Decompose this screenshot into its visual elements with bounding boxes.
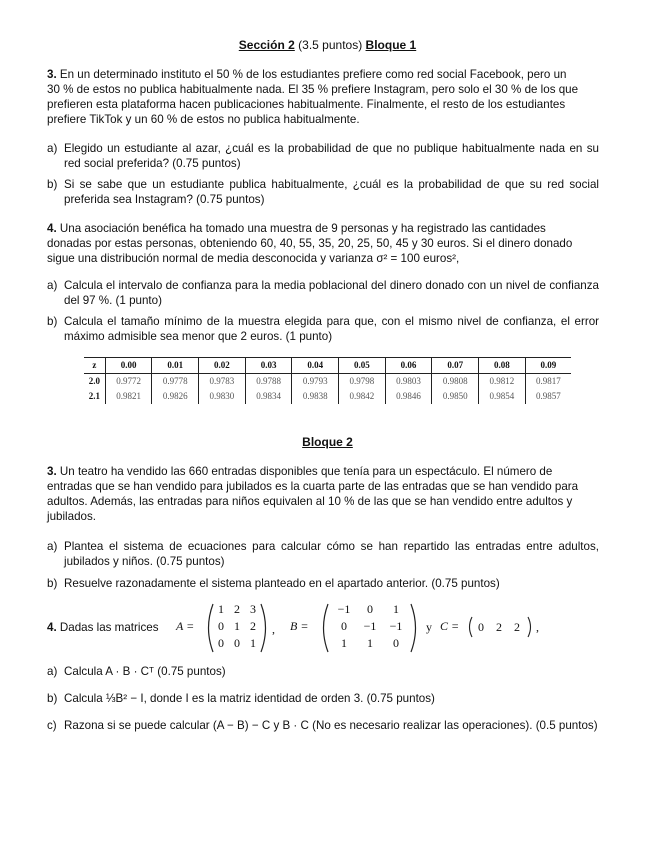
part-text: Calcula ⅓B² − I, donde I es la matriz identidad de orden 3. (0.75 puntos) (64, 692, 435, 705)
part-text: Plantea el sistema de ecuaciones para calcular cómo se han repartido las entradas entre adultos, jubilados y niños. (0.75 puntos) (64, 540, 599, 568)
table-cell: 0.9817 (525, 374, 571, 390)
right-paren-icon (258, 602, 272, 654)
matrix-a-name: A = (176, 619, 195, 633)
part-label: b) (47, 577, 58, 590)
table-cell: 2.0 (84, 374, 105, 390)
part-label: b) (47, 315, 58, 328)
matrix-cell: 1 (367, 636, 373, 650)
statement-line: Una asociación benéfica ha tomado una muestra de 9 personas y ha registrado las cantidades (59, 222, 546, 235)
table-header-cell: 0.09 (525, 358, 571, 374)
separator-comma: , (272, 622, 275, 636)
matrix-cell: 1 (393, 602, 399, 616)
block2-problem-3-part-a (47, 539, 599, 569)
part-label: c) (47, 719, 57, 732)
problem-number: 3. (47, 68, 57, 81)
problem-number: 4. (47, 621, 57, 634)
matrix-cell: −1 (389, 619, 403, 633)
table-cell: 0.9842 (339, 389, 386, 404)
table-header-cell: 0.02 (199, 358, 246, 374)
right-paren-icon (408, 602, 422, 654)
matrix-cell: 2 (496, 620, 502, 634)
statement-line: En un determinado instituto el 50 % de los estudiantes prefiere como red social Facebook, pero un (59, 68, 567, 81)
matrix-cell: 1 (218, 602, 224, 616)
block-title: Bloque 1 (365, 38, 417, 52)
problem-3-statement (47, 67, 599, 127)
part-text: Calcula el intervalo de confianza para la media poblacional del dinero donado con un nivel de confianza del 97 %. (1 punto) (64, 279, 599, 307)
table-cell: 0.9788 (245, 374, 292, 390)
table-cell: 0.9834 (245, 389, 292, 404)
problem-number: 4. (47, 222, 57, 235)
table-header-cell: 0.08 (479, 358, 526, 374)
part-text: Elegido un estudiante al azar, ¿cuál es la probabilidad de que no publique habitualmente nada en su red social preferida? (0.75 puntos) (64, 142, 599, 170)
block-2-heading (0, 435, 655, 450)
part-text: Si se sabe que un estudiante publica habitualmente, ¿cuál es la probabilidad de que su red social preferida sea Instagram? (0.75 puntos) (64, 178, 599, 206)
problem-4-statement (47, 221, 599, 266)
problem-number: 3. (47, 465, 57, 478)
matrix-c (472, 620, 528, 636)
table-cell: 0.9772 (105, 374, 152, 390)
matrix-cell: −1 (363, 619, 377, 633)
matrix-cell: 2 (234, 602, 240, 616)
matrix-cell: 2 (514, 620, 520, 634)
table-row (84, 389, 571, 404)
matrix-cell: 0 (341, 619, 347, 633)
block2-problem-3-part-b (47, 576, 599, 591)
table-cell: 0.9808 (432, 374, 479, 390)
part-label: b) (47, 178, 58, 191)
table-cell: 0.9798 (339, 374, 386, 390)
part-text: Calcula A · B · Cᵀ (0.75 puntos) (64, 665, 226, 678)
table-header-cell: 0.04 (292, 358, 339, 374)
table-row (84, 374, 571, 390)
table-cell: 0.9803 (385, 374, 432, 390)
statement-line: adultos. Además, las entradas para niños equivalen al 10 % de las que se han vendido entre adultos y (47, 495, 573, 508)
part-label: a) (47, 279, 58, 292)
table-cell: 0.9821 (105, 389, 152, 404)
table-header-cell: 0.07 (432, 358, 479, 374)
table-cell: 0.9830 (199, 389, 246, 404)
problem-3-part-b (47, 177, 599, 207)
table-header-cell: 0.06 (385, 358, 432, 374)
statement-line: sigue una distribución normal de media desconocida y varianza σ² = 100 euros², (47, 252, 460, 265)
matrix-a (210, 602, 262, 654)
matrix-cell: 0 (393, 636, 399, 650)
part-text: Resuelve razonadamente el sistema planteado en el apartado anterior. (0.75 puntos) (64, 577, 500, 590)
intro-text: Dadas las matrices (59, 621, 159, 634)
problem-3-part-a (47, 141, 599, 171)
statement-line: entradas que se han vendido para jubilados es la cuarta parte de las entradas que se han vendido para (47, 480, 579, 493)
part-label: a) (47, 665, 58, 678)
matrix-cell: 1 (234, 619, 240, 633)
part-label: a) (47, 540, 58, 553)
conjunction: y (426, 620, 432, 634)
block2-problem-4-part-a (47, 664, 599, 679)
table-cell: 0.9838 (292, 389, 339, 404)
part-text: Calcula el tamaño mínimo de la muestra elegida para que, con el mismo nivel de confianza, el error máximo admisible sea menor que 2 euros. (1 punto) (64, 315, 599, 343)
table-cell: 2.1 (84, 389, 105, 404)
block2-problem-3-statement (47, 464, 599, 524)
table-header-cell: 0.00 (105, 358, 152, 374)
statement-line: jubilados. (47, 510, 96, 523)
table-cell: 0.9812 (479, 374, 526, 390)
section-heading (0, 38, 655, 53)
matrix-b (327, 602, 411, 654)
table-cell: 0.9783 (199, 374, 246, 390)
table-cell: 0.9778 (152, 374, 199, 390)
part-label: b) (47, 692, 58, 705)
statement-line: donadas por estas personas, obteniendo 60, 40, 55, 35, 20, 25, 50, 45 y 30 euros. Si el dinero donado (47, 237, 573, 250)
matrix-b-name: B = (290, 619, 309, 633)
matrix-cell: 0 (218, 636, 224, 650)
matrix-cell: 3 (250, 602, 256, 616)
matrix-cell: 1 (341, 636, 347, 650)
section-points: (3.5 puntos) (298, 38, 363, 52)
matrix-cell: 1 (250, 636, 256, 650)
separator-comma: , (536, 620, 539, 634)
problem-4-intro (47, 620, 159, 635)
matrix-cell: 0 (234, 636, 240, 650)
block2-problem-4-part-c (47, 718, 599, 733)
section-title: Sección 2 (238, 38, 295, 52)
matrix-cell: −1 (337, 602, 351, 616)
table-cell: 0.9850 (432, 389, 479, 404)
matrix-cell: 2 (250, 619, 256, 633)
statement-line: 30 % de estos no publica habitualmente nada. El 35 % prefiere Instagram, pero solo el 30 % de los que (47, 83, 579, 96)
table-cell: 0.9826 (152, 389, 199, 404)
part-text: Razona si se puede calcular (A − B) − C y B · C (No es necesario realizar las operaciones). (0.5 puntos) (64, 719, 598, 732)
table-header-cell: 0.01 (152, 358, 199, 374)
problem-4-part-a (47, 278, 599, 308)
table-header-row (84, 358, 571, 374)
table-header-cell: 0.03 (245, 358, 292, 374)
block-title: Bloque 2 (302, 435, 353, 449)
table-cell: 0.9857 (525, 389, 571, 404)
right-paren-icon (526, 616, 534, 638)
problem-4-part-b (47, 314, 599, 344)
table-cell: 0.9793 (292, 374, 339, 390)
table-cell: 0.9854 (479, 389, 526, 404)
table-header-cell: 0.05 (339, 358, 386, 374)
matrix-cell: 0 (478, 620, 484, 634)
statement-line: prefiere TikTok y un 60 % de estos no publica habitualmente. (47, 113, 360, 126)
statement-line: prefieren esta plataforma hacen publicaciones habitualmente. Finalmente, el resto de los estudiantes (47, 98, 566, 111)
matrix-cell: 0 (367, 602, 373, 616)
table-cell: 0.9846 (385, 389, 432, 404)
block2-problem-4-part-b (47, 691, 599, 706)
matrix-c-name: C = (440, 619, 460, 633)
statement-line: Un teatro ha vendido las 660 entradas disponibles que tenía para un espectáculo. El número de (59, 465, 553, 478)
matrix-cell: 0 (218, 619, 224, 633)
table-header-cell: z (84, 358, 105, 374)
normal-distribution-table (84, 357, 571, 404)
part-label: a) (47, 142, 58, 155)
